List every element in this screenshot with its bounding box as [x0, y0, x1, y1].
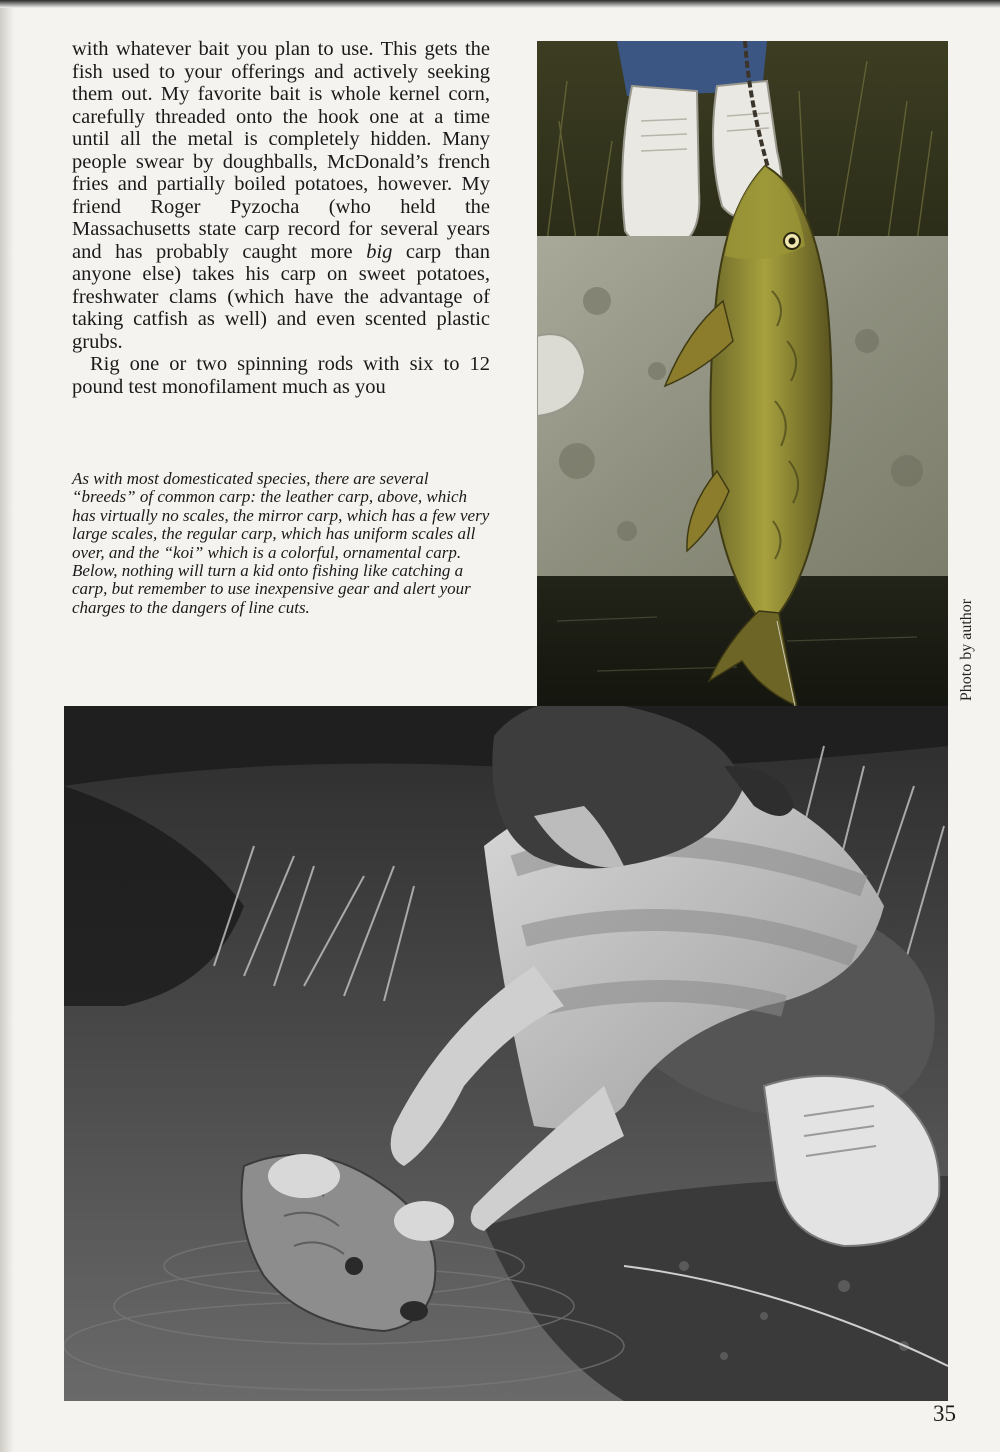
page-number: 35 — [933, 1401, 956, 1426]
paragraph-1-text-b: carp than anyone else) takes his carp on sweet potatoes, freshwater clams (which have the advantage of taking catfish as well) and even scented plastic grubs. — [72, 240, 491, 353]
caption-text: As with most domesticated species, there are several “breeds” of common carp: the leather carp, above, which has virtually no scales, the mirror carp, which has a few very large scales, the regular carp, which has uniform scales all over, and the “koi” which is a colorful, ornamental carp. Below, nothing will turn a kid onto fishing like catching a carp, but remember to use inexpensive gear and alert your charges to the dangers of line cuts. — [72, 469, 490, 617]
photo-caption — [72, 470, 492, 617]
article-paragraph-1 — [72, 38, 490, 353]
article-body — [72, 38, 490, 398]
page-top-shadow — [0, 0, 1000, 8]
carp-on-chain-photo — [537, 41, 948, 706]
kid-photo-illustration — [64, 706, 948, 1401]
paragraph-1-text-a: with whatever bait you plan to use. This gets the fish used to your offerings and actively seeking them out. My favorite bait is whole kernel corn, carefully threaded onto the hook one at a time until all the metal is completely hidden. Many people swear by doughballs, McDonald’s french fries and partially boiled potatoes, however. My friend Roger Pyzocha (who held the Massachusetts state carp record for several years and has probably caught more — [72, 38, 490, 263]
article-paragraph-2: Rig one or two spinning rods with six to 12 pound test monofilament much as you — [72, 353, 490, 398]
paragraph-1-emphasis: big — [366, 240, 393, 263]
carp-photo-illustration — [537, 41, 948, 706]
kid-releasing-carp-photo — [64, 706, 948, 1401]
photo-credit: Photo by author — [958, 598, 975, 702]
page-left-edge — [0, 0, 14, 1452]
